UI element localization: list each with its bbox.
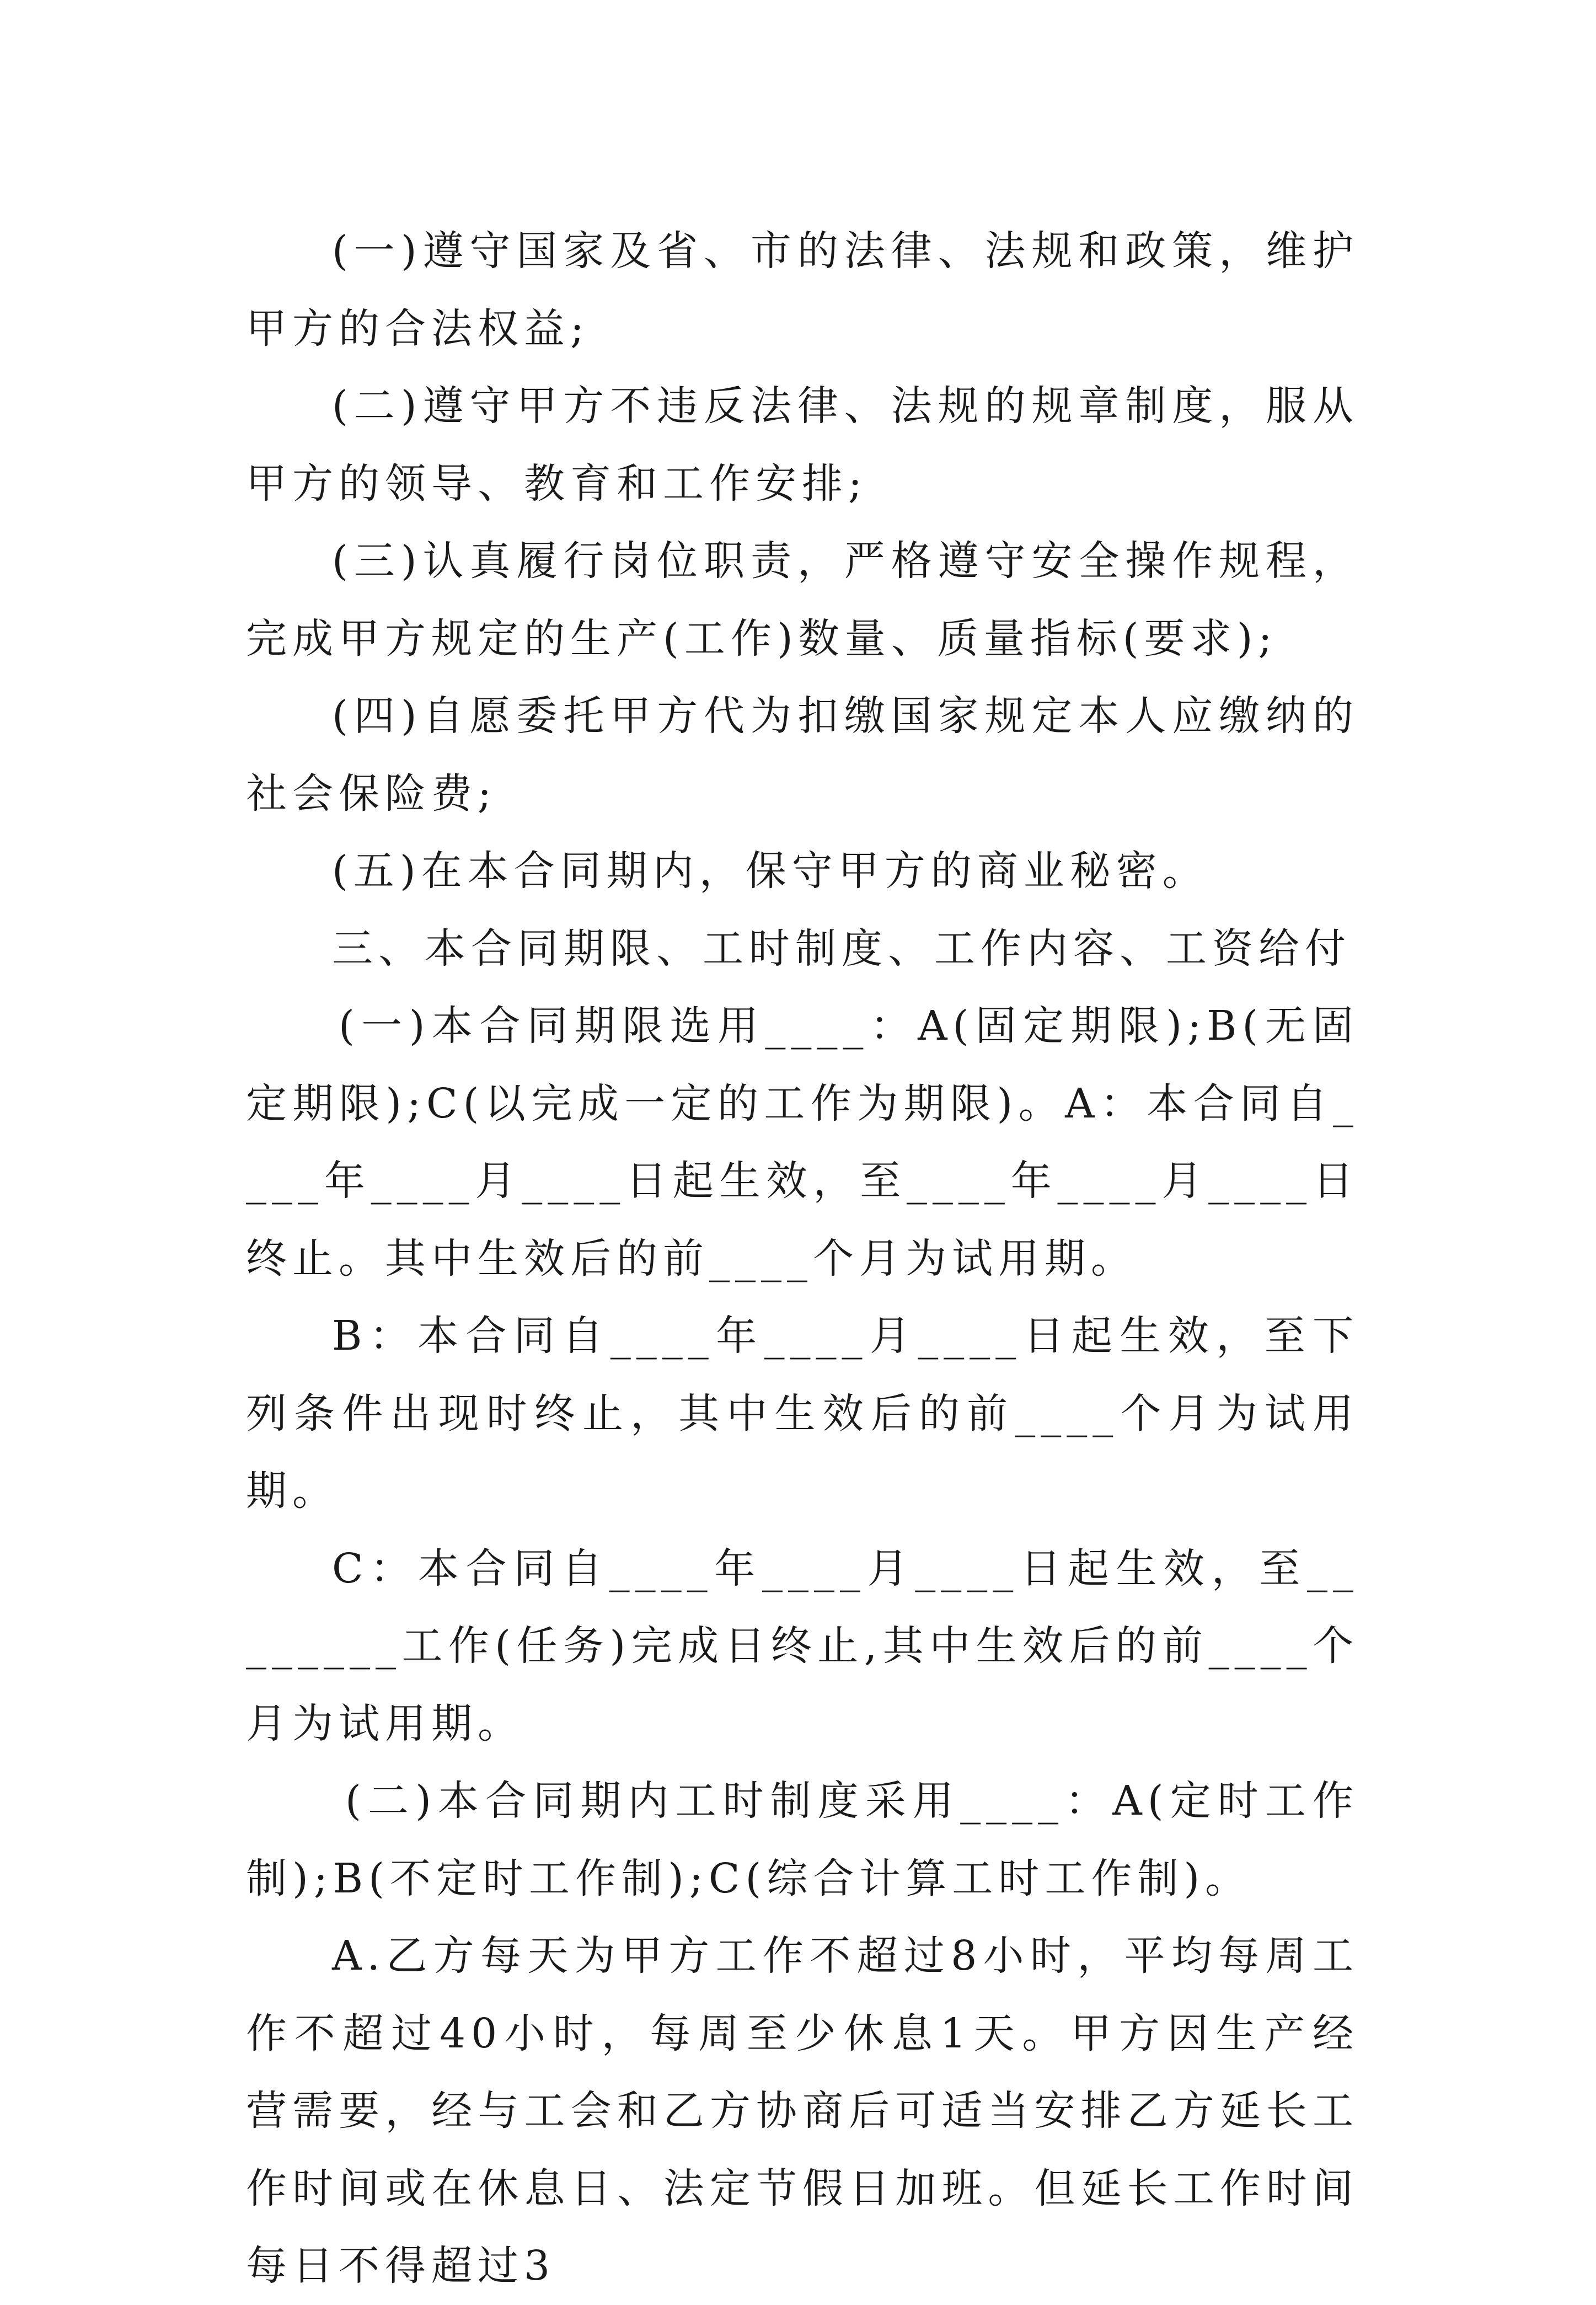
paragraph-duty-3: (三)认真履行岗位职责，严格遵守安全操作规程，完成甲方规定的生产(工作)数量、质量指标(要求);: [246, 537, 1359, 662]
paragraph-working-hours: (二)本合同期内工时制度采用____：A(定时工作制);B(不定时工作制);C(综合计算工时工作制)。: [246, 1777, 1359, 1902]
section-heading-term-hours-work-pay: 三、本合同期限、工时制度、工作内容、工资给付: [332, 924, 1351, 972]
paragraph-duty-4: (四)自愿委托甲方代为扣缴国家规定本人应缴纳的社会保险费;: [246, 692, 1359, 817]
paragraph-term-option-c: C：本合同自____年____月____日起生效，至________工作(任务)完成日终止,其中生效后的前____个月为试用期。: [246, 1544, 1359, 1747]
paragraph-hours-option-a: A.乙方每天为甲方工作不超过8小时，平均每周工作不超过40小时，每周至少休息1天。甲方因生产经营需要，经与工会和乙方协商后可适当安排乙方延长工作时间或在休息日、法定节假日加班。但延长工作时间每日不得超过3: [246, 1932, 1359, 2290]
paragraph-duty-2: (二)遵守甲方不违反法律、法规的规章制度，服从甲方的领导、教育和工作安排;: [246, 382, 1359, 507]
paragraph-duty-5: (五)在本合同期内，保守甲方的商业秘密。: [332, 847, 1209, 895]
paragraph-contract-term: (一)本合同期限选用____：A(固定期限);B(无固定期限);C(以完成一定的工作为期限)。A：本合同自____年____月____日起生效，至____年____月____日终止。其中生效后的前____个月为试用期。: [246, 1002, 1359, 1282]
paragraph-duty-1: (一)遵守国家及省、市的法律、法规和政策，维护甲方的合法权益;: [246, 227, 1359, 352]
paragraph-term-option-b: B：本合同自____年____月____日起生效，至下列条件出现时终止，其中生效后的前____个月为试用期。: [246, 1312, 1359, 1515]
contract-body: [246, 212, 1359, 2305]
